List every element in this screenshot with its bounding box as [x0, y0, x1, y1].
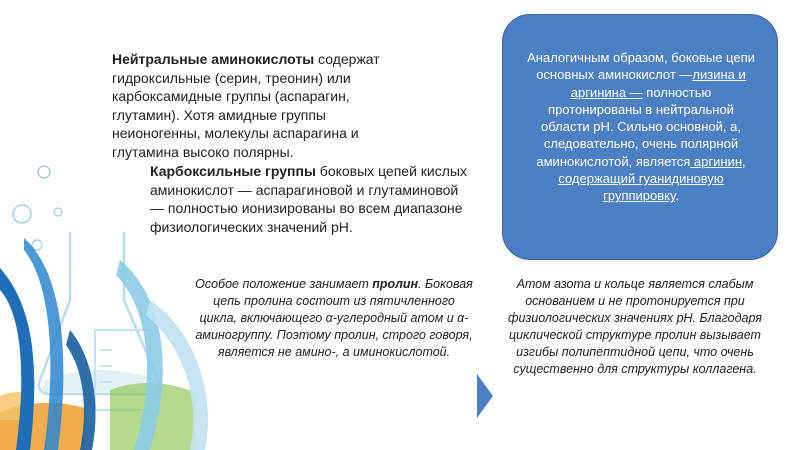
- nitrogen-paragraph: Атом азота и кольце является слабым основанием и не протонируется при физиологических значениях рН. Благодаря циклической структуре пролин вызывает изгибы полипептидной цепи, что очень существенно для структуры коллагена.: [508, 277, 762, 376]
- proline-keyword: пролин: [372, 277, 419, 291]
- basic-amino-acids-text: [525, 49, 757, 205]
- neutral-amino-acids-paragraph: [112, 50, 417, 161]
- carboxyl-groups-paragraph: [150, 162, 470, 236]
- arginine-guanidine-link[interactable]: аргинин, содержащий гуанидиновую группировку: [558, 153, 746, 204]
- neutral-amino-acids-text: содержат гидроксильные (серин, треонин) или карбоксамидные группы (аспарагин, глутамин). Хотя амидные группы неионогенны, молекулы аспарагина и глутамина высоко полярны.: [112, 51, 380, 160]
- lysine-arginine-link[interactable]: лизина и аргинина —: [570, 67, 746, 100]
- basic-text-part3: .: [675, 188, 679, 204]
- neutral-amino-acids-heading: Нейтральные аминокислоты: [112, 51, 315, 67]
- proline-text-part2: . Боковая цепь пролина состоит из пятичленного цикла, включающего α-углеродный атом и α-аминогруппу. Поэтому пролин, строго говоря, является не амино-, а иминокислотой.: [195, 277, 473, 359]
- basic-text-part2: полностью протонированы в нейтральной области рН. Сильно основной, а, следовательно, очень полярной аминокислотой, является: [536, 84, 741, 169]
- proline-text-part1: Особое положение занимает: [195, 277, 373, 291]
- carboxyl-groups-text: боковых цепей кислых аминокислот — аспарагиновой и глутаминовой — полностью ионизированы во всем диапазоне физиологических значений рН.: [150, 163, 467, 235]
- proline-paragraph: [193, 276, 475, 361]
- carboxyl-groups-heading: Карбоксильные группы: [150, 163, 316, 179]
- basic-amino-acids-box: [502, 14, 778, 260]
- basic-text-part1: Аналогичным образом, боковые цепи основных аминокислот —: [527, 50, 755, 83]
- arrow-right-icon: [477, 374, 493, 418]
